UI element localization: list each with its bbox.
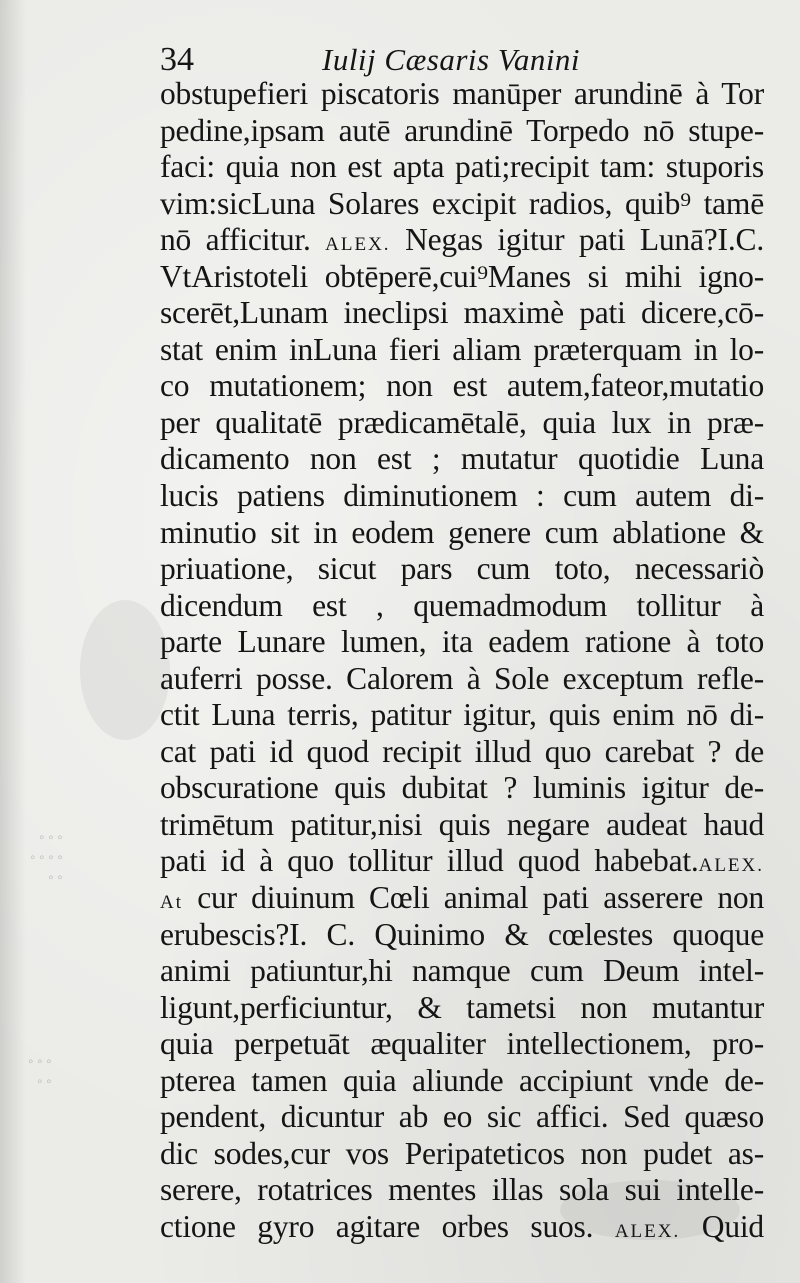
text-line [160,697,764,734]
text-segment: ctit Luna terris, patitur igitur, quis enim nō di- [160,697,764,733]
text-line [160,222,764,259]
text-segment: minutio sit in eodem genere cum ablatione & [160,514,764,550]
text-segment: scerēt,Lunam ineclipsi maximè pati dicere,cō- [160,295,764,331]
text-line [160,624,764,661]
text-segment: erubescis?I. C. Quinimo & cœlestes quoque [160,916,764,952]
small-caps-speaker: At [160,892,183,914]
text-segment: per qualitatē prædicamētalē, quia lux in præ- [160,404,764,440]
text-line [160,1099,764,1136]
text-line [160,149,764,186]
text-line [160,843,764,880]
paper-stain [80,600,170,740]
text-line [160,368,764,405]
text-line [160,880,764,917]
text-line [160,332,764,369]
text-line [160,1209,764,1246]
text-segment: stat enim inLuna fieri aliam præterquam in lo- [160,331,764,367]
small-caps-speaker: ALEX. [698,855,764,877]
text-line [160,953,764,990]
text-segment: serere, rotatrices mentes illas sola sui intelle- [160,1172,764,1208]
text-line [160,661,764,698]
text-line [160,186,764,223]
text-line [160,734,764,771]
text-line [160,405,764,442]
text-segment: vim:sicLuna Solares excipit radios, quib⁹ tamē [160,185,764,221]
text-segment: dicendum est , quemadmodum tollitur à [160,587,764,623]
text-line [160,551,764,588]
text-line [160,295,764,332]
text-segment: ligunt,perficiuntur, & tametsi non mutantur [160,989,764,1025]
text-line [160,990,764,1027]
text-line [160,113,764,150]
text-line [160,1172,764,1209]
text-segment: dicamento non est ; mutatur quotidie Luna [160,441,764,477]
text-segment: quia perpetuāt æqualiter intellectionem, pro- [160,1026,764,1062]
text-line [160,478,764,515]
text-line [160,1063,764,1100]
text-segment: VtAristoteli obtēperē,cui⁹Manes si mihi igno- [160,258,764,294]
text-segment: pendent, dicuntur ab eo sic affici. Sed quæso [160,1099,764,1135]
text-line [160,76,764,113]
text-segment: Negas igitur pati Lunā?I.C. [390,222,764,258]
spine-shadow [0,0,26,1283]
show-through-text: ◦ ◦ ◦ ◦ ◦ ◦ ◦ ◦ ◦ [30,830,63,886]
text-line [160,917,764,954]
text-line [160,1026,764,1063]
text-segment: lucis patiens diminutionem : cum autem di- [160,478,764,514]
small-caps-speaker: ALEX. [325,234,391,256]
body-text [160,76,764,1246]
text-segment: cur diuinum Cœli animal pati asserere non [183,880,764,916]
text-line [160,770,764,807]
text-segment: pati id à quo tollitur illud quod habebat. [160,843,699,879]
text-segment: pedine,ipsam autē arundinē Torpedo nō stupe- [160,112,764,148]
text-segment: nō afficitur. [160,222,326,258]
text-segment: ctione gyro agitare orbes suos. [160,1208,615,1244]
text-line [160,441,764,478]
text-line [160,515,764,552]
text-line [160,259,764,296]
text-segment: priuatione, sicut pars cum toto, necessariò [160,551,764,587]
running-head: Iulij Cæsaris Vanini [322,42,581,77]
text-segment: faci: quia non est apta pati;recipit tam: stuporis [160,149,764,185]
text-segment: obstupefieri piscatoris manūper arundinē à Tor [160,76,764,111]
text-segment: dic sodes,cur vos Peripateticos non pudet as- [160,1135,764,1171]
page-number: 34 [160,41,194,78]
text-line [160,807,764,844]
text-line [160,588,764,625]
text-line [160,1136,764,1173]
text-segment: animi patiuntur,hi namque cum Deum intel- [160,953,764,989]
text-segment: pterea tamen quia aliunde accipiunt vnde de- [160,1062,764,1098]
text-segment: Quid [680,1208,764,1244]
show-through-text: ◦ ◦ ◦ ◦ ◦ [28,1054,52,1090]
text-segment: auferri posse. Calorem à Sole exceptum refle- [160,660,764,696]
text-segment: trimētum patitur,nisi quis negare audeat haud [160,806,764,842]
text-segment: cat pati id quod recipit illud quo carebat ? de [160,733,764,769]
text-segment: obscuratione quis dubitat ? luminis igitur de- [160,770,764,806]
text-segment: parte Lunare lumen, ita eadem ratione à toto [160,624,764,660]
text-segment: co mutationem; non est autem,fateor,mutatio [160,368,764,404]
small-caps-speaker: ALEX. [614,1220,681,1242]
